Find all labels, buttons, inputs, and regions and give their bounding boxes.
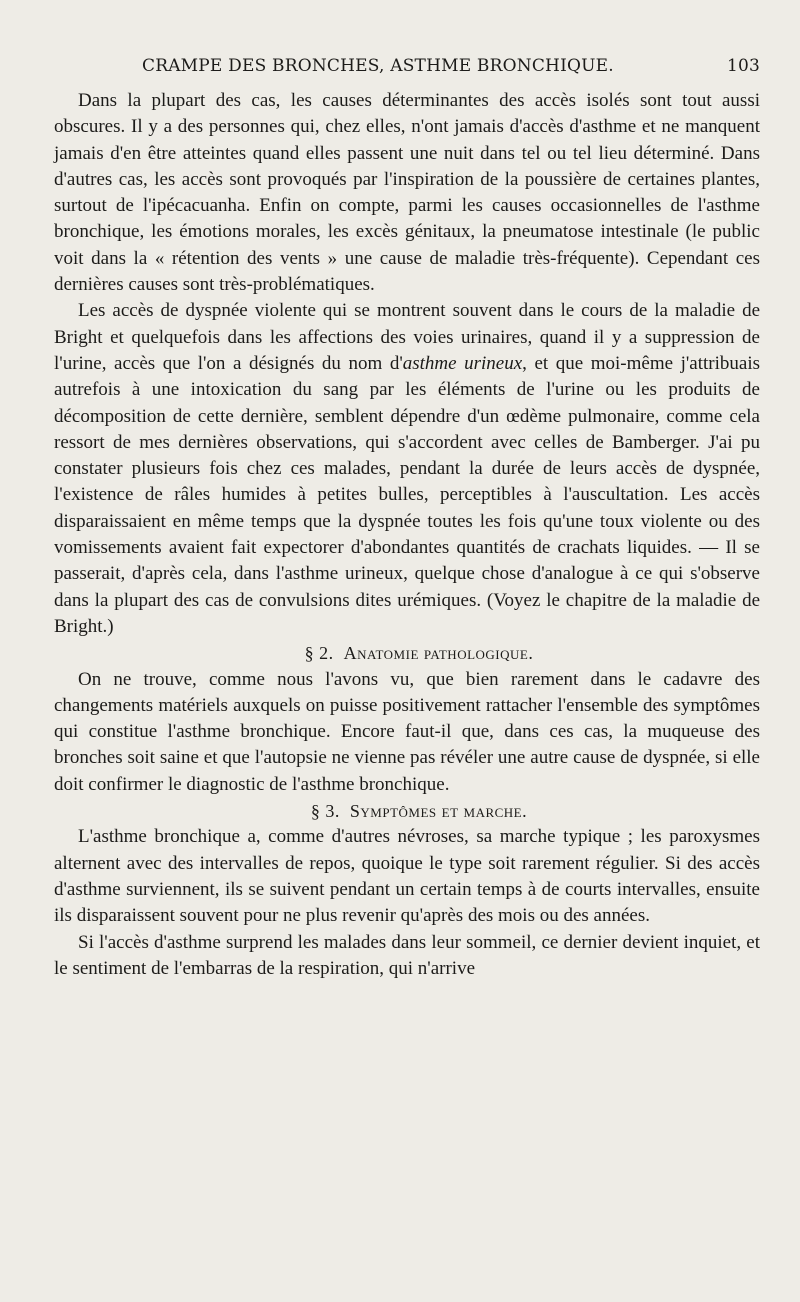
paragraph-sommeil: Si l'accès d'asthme surprend les malades dans leur sommeil, ce dernier devient inquiet, et le sentiment de l'embarras de la respiration, qui n'arrive — [54, 931, 760, 979]
section-title: Symptômes et marche. — [349, 801, 528, 822]
body-text — [54, 88, 760, 982]
paragraph-causes: Dans la plupart des cas, les causes déterminantes des accès isolés sont tout aussi obscures. Il y a des personnes qui, chez elles, n'ont jamais d'accès d'asthme et ne manquent jamais d'en être atteintes quand elles passent une nuit dans tel ou tel lieu déterminé. Dans d'autres cas, les accès sont provoqués par l'inspiration de la poussière de certaines plantes, surtout de l'ipécacuanha. Enfin on compte, parmi les causes occasionnelles de l'asthme bronchique, les émotions morales, les excès génitaux, la pneumatose intestinale (le public voit dans la « rétention des vents » une cause de maladie très-fréquente). Cependant ces dernières causes sont très-problématiques. — [54, 90, 760, 296]
running-header — [54, 56, 760, 80]
page-number: 103 — [726, 56, 760, 76]
section-heading-symptomes — [54, 798, 760, 824]
paragraph-text: , et que moi-même j'attribuais autrefois à une intoxication du sang par les éléments de l'urine ou les produits de décomposition de cette dernière, semblent dépendre d'un œdème pulmonaire, comme cela ressort de mes dernières observations, qui s'accordent avec celles de Bamberger. J'ai pu constater plusieurs fois chez ces malades, pendant la durée de leurs accès de dyspnée, l'existence de râles humides à petites bulles, perceptibles à l'auscultation. Les accès disparaissaient en même temps que la dyspnée toutes les fois qu'une toux violente ou des vomissements avaient fait expectorer d'abondantes quantités de crachats liquides. — Il se passerait, d'après cela, dans l'asthme urineux, quelque chose d'analogue à ce qui s'observe dans la plupart des cas de convulsions dites urémiques. (Voyez le chapitre de la maladie de Bright.) — [54, 352, 760, 637]
running-title: CRAMPE DES BRONCHES, ASTHME BRONCHIQUE. — [142, 56, 614, 76]
section-number: § 2. — [304, 643, 334, 664]
paragraph-anatomie: On ne trouve, comme nous l'avons vu, que bien rarement dans le cadavre des changements matériels auxquels on puisse positivement rattacher l'ensemble des symptômes qui constitue l'asthme bronchique. Encore faut-il que, dans ces cas, la muqueuse des bronches soit saine et que l'autopsie ne vienne pas révéler une autre cause de dyspnée, si elle doit confirmer le diagnostic de l'asthme bronchique. — [54, 668, 760, 795]
section-number: § 3. — [310, 801, 340, 822]
section-title: Anatomie pathologique. — [343, 643, 534, 664]
paragraph-asthme-urineux — [54, 298, 760, 640]
italic-term: asthme urineux — [402, 352, 523, 374]
paragraph-marche: L'asthme bronchique a, comme d'autres névroses, sa marche typique ; les paroxysmes alternent avec des intervalles de repos, quoique le type soit rarement régulier. Si des accès d'asthme surviennent, ils se suivent pendant un certain temps à de courts intervalles, ensuite ils disparaissent souvent pour ne plus revenir qu'après des mois ou des années. — [54, 826, 760, 927]
paragraph-text: Les accès de dyspnée violente qui se montrent souvent dans le cours de la maladie de Bright et quelquefois dans les affections des voies urinaires, quand il y a suppression de l'urine, accès que l'on a désignés du nom d' — [54, 300, 760, 374]
section-heading-anatomie — [54, 640, 760, 666]
